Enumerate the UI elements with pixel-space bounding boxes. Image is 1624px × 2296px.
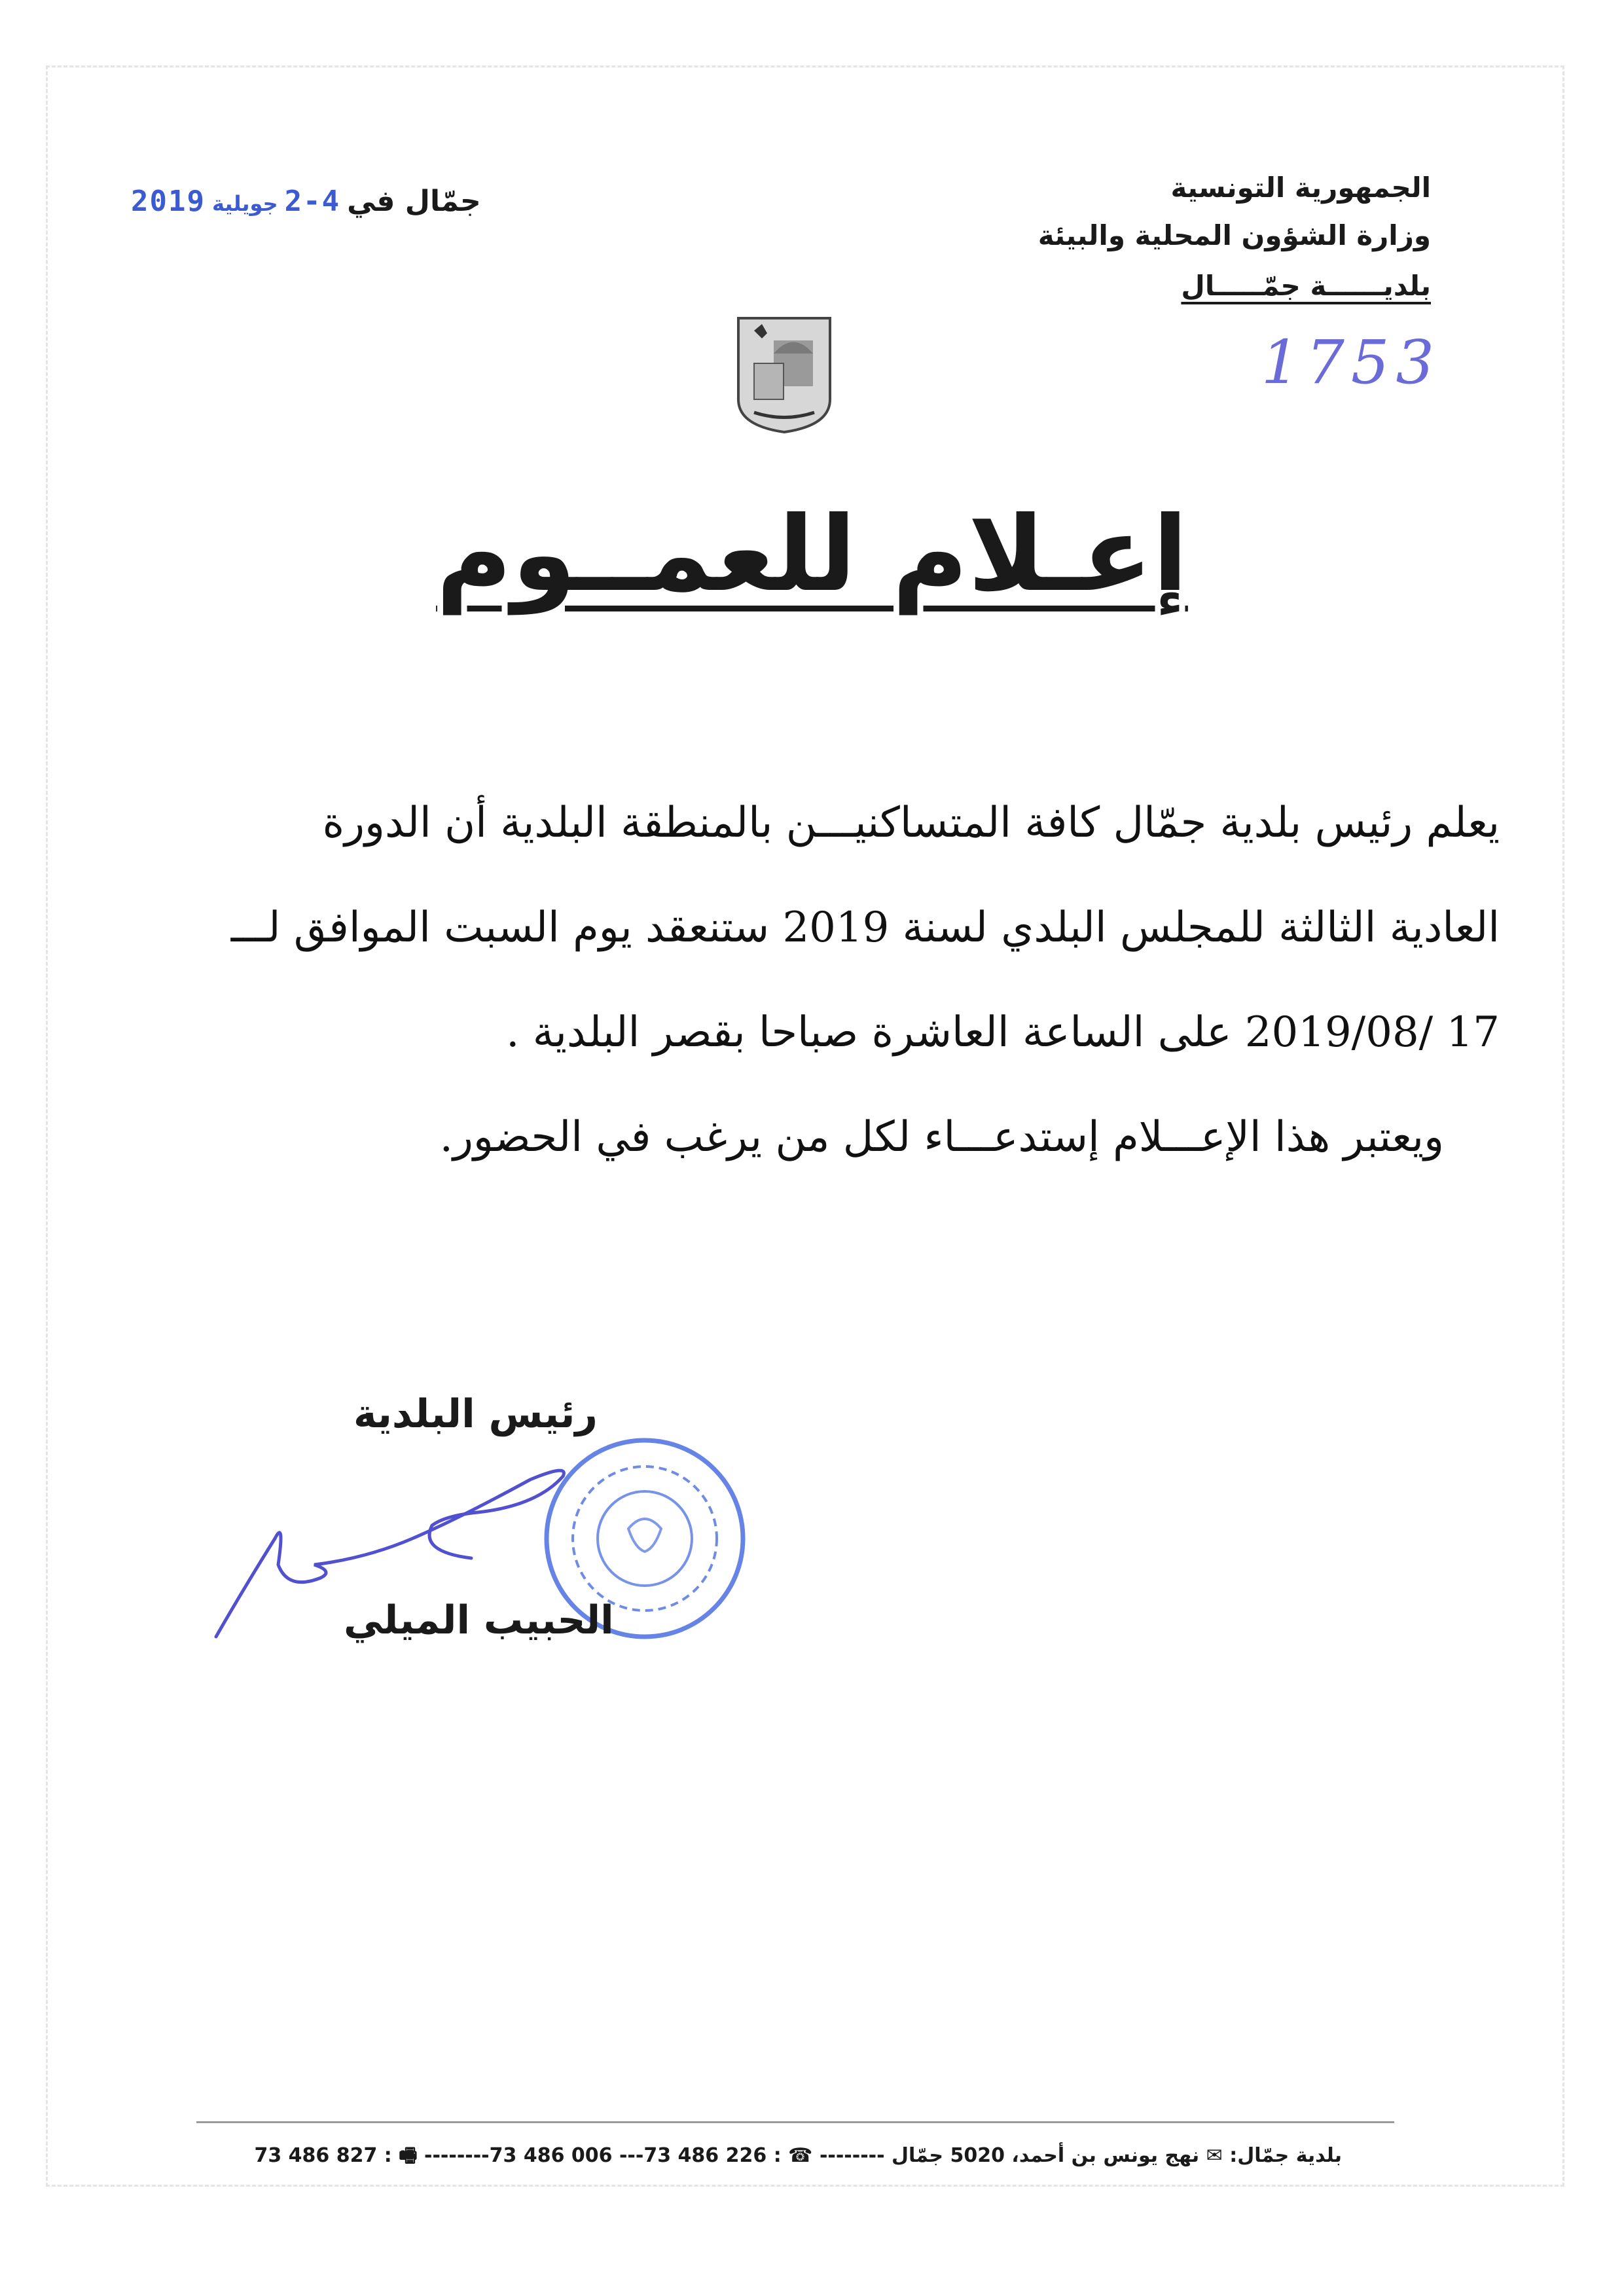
date-stamp [131,185,481,218]
signer-name: الحبيب الميلي [344,1597,614,1643]
body-line-2: العادية الثالثة للمجلس البلدي لسنة 2019 ستنعقد يوم السبت الموافق لـــ [230,903,1500,952]
header-country: الجمهورية التونسية [1170,172,1431,204]
date-month: جويلية [211,191,278,216]
page-title: إعـلام للعمــوم [436,494,1188,615]
footer-divider [196,2121,1394,2123]
footer-contact: بلدية جمّال: ✉ نهج يونس بن أحمد، 5020 جمّال -------- ☎ : 226 486 73--- 006 486 73-------- 🖷 : 827 486 73 [254,2144,1342,2167]
municipality-emblem-icon [734,314,834,435]
body-line-4: ويعتبر هذا الإعـــلام إستدعـــاء لكل من يرغب في الحضور. [439,1113,1444,1161]
reference-number: 1753 [1261,327,1441,397]
signer-title: رئيس البلدية [353,1391,598,1437]
date-year: 2019 [131,185,206,218]
date-prefix: جمّال في [347,185,481,218]
body-line-1: يعلم رئيس بلدية جمّال كافة المتساكنيـــن بالمنطقة البلدية أن الدورة [322,799,1500,847]
header-ministry: وزارة الشؤون المحلية والبيئة [1038,219,1431,251]
date-day: 2-4 [284,185,341,218]
header-municipality: بلديــــــة جمّـــــال [1181,270,1431,302]
body-line-3: 17 /2019/08 على الساعة العاشرة صباحا بقصر البلدية . [506,1008,1500,1057]
